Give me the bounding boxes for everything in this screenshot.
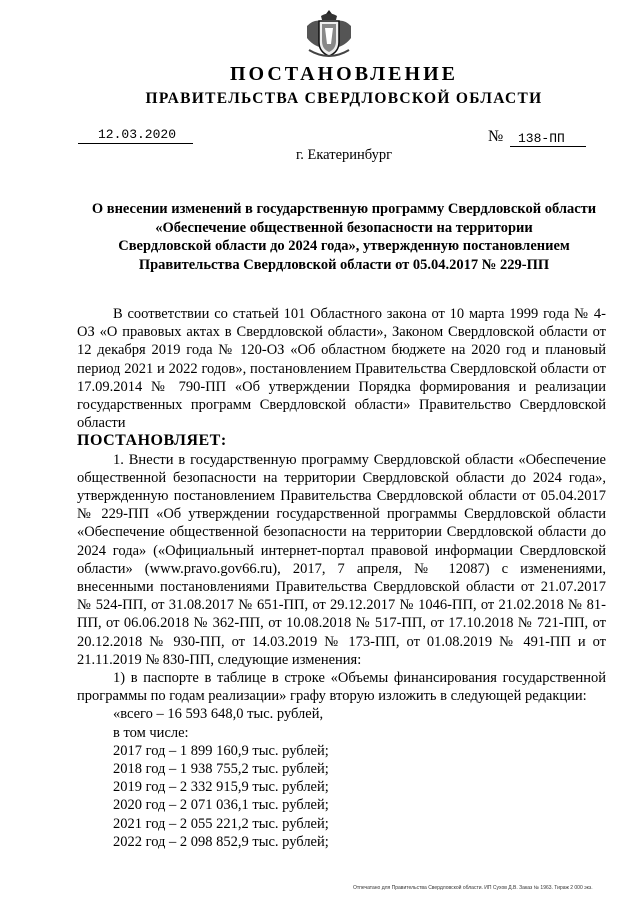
date-underline [78,143,193,144]
funding-line: «всего – 16 593 648,0 тыс. рублей, [113,706,324,723]
heading-line: «Обеспечение общественной безопасности на территории [155,219,533,236]
item-1-paragraph: 1. Внести в государственную программу Свердловской области «Обеспечение общественной безопасности на территории Свердловской области до 2024 года», утвержденную постановлением Правительства Свердловской области от 05.04.2017 № 229-ПП «Об утверждении государственной программы Свердловской области «Обеспечение общественной безопасности на территории Свердловской области до 2024 года» («Официальный интернет-портал правовой информации Свердловской области» (www.pravo.gov66.ru), 2017, 7 апреля, № 12087) с изменениями, внесенными постановлениями Правительства Свердловской области от 21.07.2017 № 524-ПП, от 31.08.2017 № 651-ПП, от 29.12.2017 № 1046-ПП, от 21.02.2018 № 81-ПП, от 06.06.2018 № 362-ПП, от 10.08.2018 № 517-ПП, от 17.10.2018 № 721-ПП, от 20.12.2018 № 930-ПП, от 14.03.2019 № 173-ПП, от 01.08.2019 № 491-ПП и от 21.11.2019 № 830-ПП, следующие изменения: [77,451,606,668]
preamble-paragraph: В соответствии со статьей 101 Областного закона от 10 марта 1999 года № 4-ОЗ «О правовых актах в Свердловской области», Законом Свердловской области от 12 декабря 2019 года № 120-ОЗ «Об областном бюджете на 2020 год и плановый период 2021 и 2022 годов», постановлением Правительства Свердловской области от 17.09.2014 № 790-ПП «Об утверждении Порядка формирования и реализации государственных программ Свердловской области» Правительство Свердловской области [77,306,606,432]
issuing-authority: ПРАВИТЕЛЬСТВА СВЕРДЛОВСКОЙ ОБЛАСТИ [145,90,543,107]
print-footer-note: Отпечатано для Правительства Свердловской области. ИП Сухов Д.В. Заказ № 1963. Тираж 2 000 экз. [353,885,593,891]
document-body [77,305,606,851]
document-heading [72,200,616,274]
funding-line: 2019 год – 2 332 915,9 тыс. рублей; [113,779,329,796]
number-sign: № [488,128,504,145]
heading-line: Правительства Свердловской области от 05.04.2017 № 229-ПП [138,256,550,273]
coat-of-arms-emblem [301,8,357,60]
document-date: 12.03.2020 [98,127,177,142]
subitem-1-paragraph: 1) в паспорте в таблице в строке «Объемы финансирования государственной программы по годам реализации» графу вторую изложить в следующей редакции: [77,670,606,705]
funding-line: 2021 год – 2 055 221,2 тыс. рублей; [113,815,329,832]
decree-word: ПОСТАНОВЛЯЕТ: [77,432,227,450]
funding-line: 2020 год – 2 071 036,1 тыс. рублей; [113,797,329,814]
funding-line: 2018 год – 1 938 755,2 тыс. рублей; [113,761,329,778]
heading-line: О внесении изменений в государственную программу Свердловской области [91,201,597,217]
funding-line: в том числе: [113,724,189,741]
funding-line: 2017 год – 1 899 160,9 тыс. рублей; [113,742,329,759]
city: г. Екатеринбург [295,147,393,163]
document-title: ПОСТАНОВЛЕНИЕ [230,63,458,85]
heading-line: Свердловской области до 2024 года», утвержденную постановлением [118,238,570,254]
document-number: 138-ПП [518,131,565,146]
funding-line: 2022 год – 2 098 852,9 тыс. рублей; [113,833,329,850]
